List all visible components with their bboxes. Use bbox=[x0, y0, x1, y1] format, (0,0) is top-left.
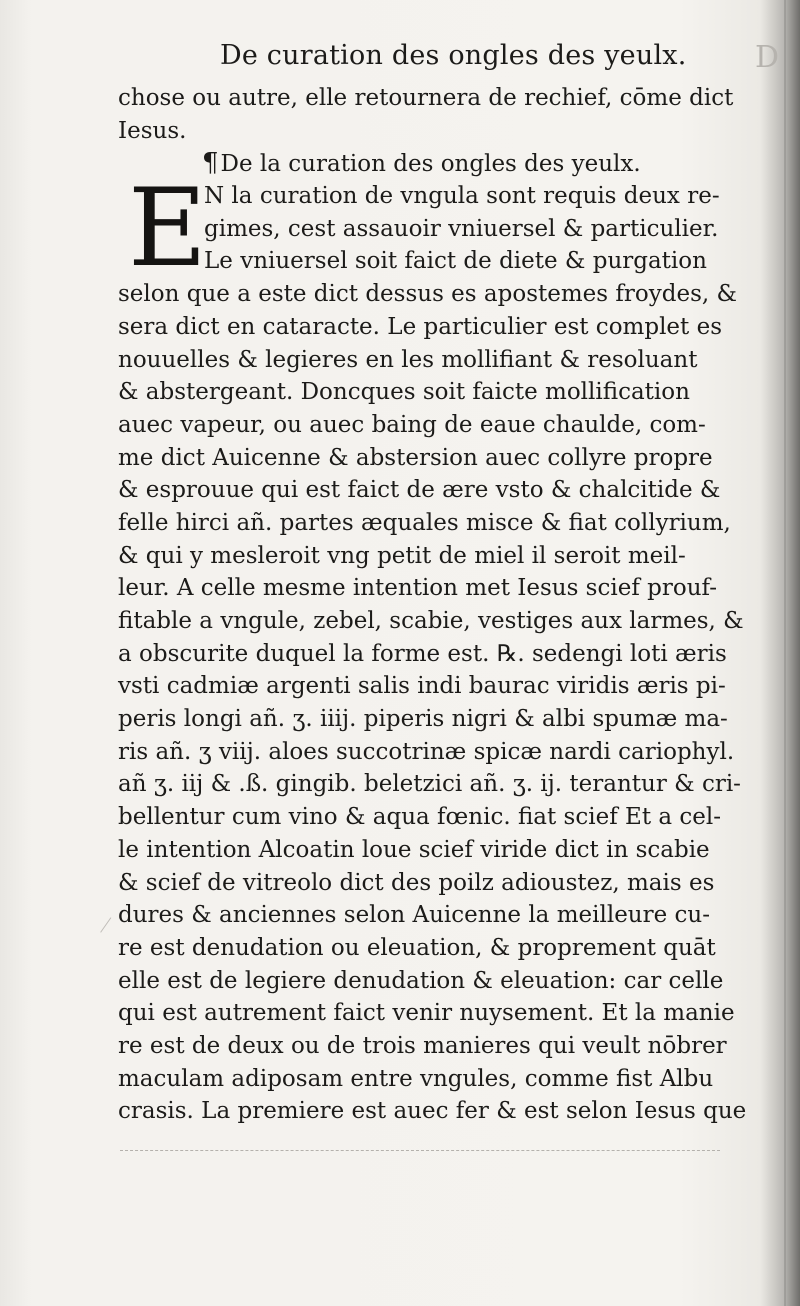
text-line: elle est de legiere denudation & eleuation: car celle bbox=[118, 967, 724, 994]
text-line: felle hirci añ. partes æquales misce & fiat collyrium, bbox=[118, 509, 731, 536]
text-line: leur. A celle mesme intention met Iesus scief prouf- bbox=[118, 575, 717, 602]
text-line: Iesus. bbox=[118, 117, 187, 144]
text-line: & esprouue qui est faict de ære vsto & chalcitide & bbox=[118, 477, 721, 504]
text-line: ris añ. ʒ viij. aloes succotrinæ spicæ nardi cariophyl. bbox=[118, 738, 735, 765]
text-line: fitable a vngule, zebel, scabie, vestiges aux larmes, & bbox=[118, 608, 744, 634]
running-head: De curation des ongles des yeulx. bbox=[220, 40, 687, 71]
text-line: auec vapeur, ou auec baing de eaue chaulde, com- bbox=[118, 411, 706, 438]
page-edge bbox=[784, 0, 786, 1306]
text-line: re est denudation ou eleuation, & proprement quāt bbox=[118, 934, 716, 961]
text-line: maculam adiposam entre vngules, comme fist Albu bbox=[118, 1065, 714, 1092]
body-text bbox=[118, 82, 747, 1128]
facing-page-edge-letter: D bbox=[755, 40, 780, 75]
text-line: sera dict en cataracte. Le particulier est complet es bbox=[118, 313, 723, 340]
paragraph-mark-icon: ¶ bbox=[202, 148, 219, 179]
text-line: & abstergeant. Doncques soit faicte mollification bbox=[118, 379, 690, 406]
text-line: & qui y mesleroit vng petit de miel il seroit meil- bbox=[118, 542, 686, 569]
text-line: & scief de vitreolo dict des poilz adioustez, mais es bbox=[118, 869, 715, 896]
bleed-through-rule bbox=[120, 1150, 720, 1151]
text-line: me dict Auicenne & abstersion auec collyre propre bbox=[118, 444, 713, 471]
text-line: nouuelles & legieres en les mollifiant & resoluant bbox=[118, 346, 698, 373]
text-line: chose ou autre, elle retournera de rechief, cōme dict bbox=[118, 85, 734, 111]
text-line: a obscurite duquel la forme est. ℞. sedengi loti æris bbox=[118, 640, 727, 667]
section-heading-text: De la curation des ongles des yeulx. bbox=[220, 151, 641, 178]
section-heading bbox=[118, 147, 738, 180]
text-line: vsti cadmiæ argenti salis indi baurac viridis æris pi- bbox=[118, 673, 726, 700]
text-line: gimes, cest assauoir vniuersel & particulier. bbox=[204, 215, 719, 242]
text-line: le intention Alcoatin loue scief viride dict in scabie bbox=[118, 836, 710, 863]
text-line: bellentur cum vino & aqua fœnic. fiat scief Et a cel- bbox=[118, 804, 722, 831]
text-line: Le vniuersel soit faict de diete & purgation bbox=[204, 248, 707, 275]
text-line: crasis. La premiere est auec fer & est selon Iesus que bbox=[118, 1098, 747, 1125]
text-line: re est de deux ou de trois manieres qui veult nōbrer bbox=[118, 1032, 727, 1059]
text-line: N la curation de vngula sont requis deux re- bbox=[204, 183, 720, 210]
text-line: selon que a este dict dessus es apostemes froydes, & bbox=[118, 281, 737, 308]
drop-cap: E bbox=[128, 166, 207, 291]
text-line: dures & anciennes selon Auicenne la meilleure cu- bbox=[118, 902, 711, 929]
text-line: peris longi añ. ʒ. iiij. piperis nigri & albi spumæ ma- bbox=[118, 706, 728, 733]
text-line: qui est autrement faict venir nuysement. Et la manie bbox=[118, 1000, 735, 1027]
text-line: añ ʒ. iij & .ß. gingib. beletzici añ. ʒ. ij. terantur & cri- bbox=[118, 771, 741, 798]
